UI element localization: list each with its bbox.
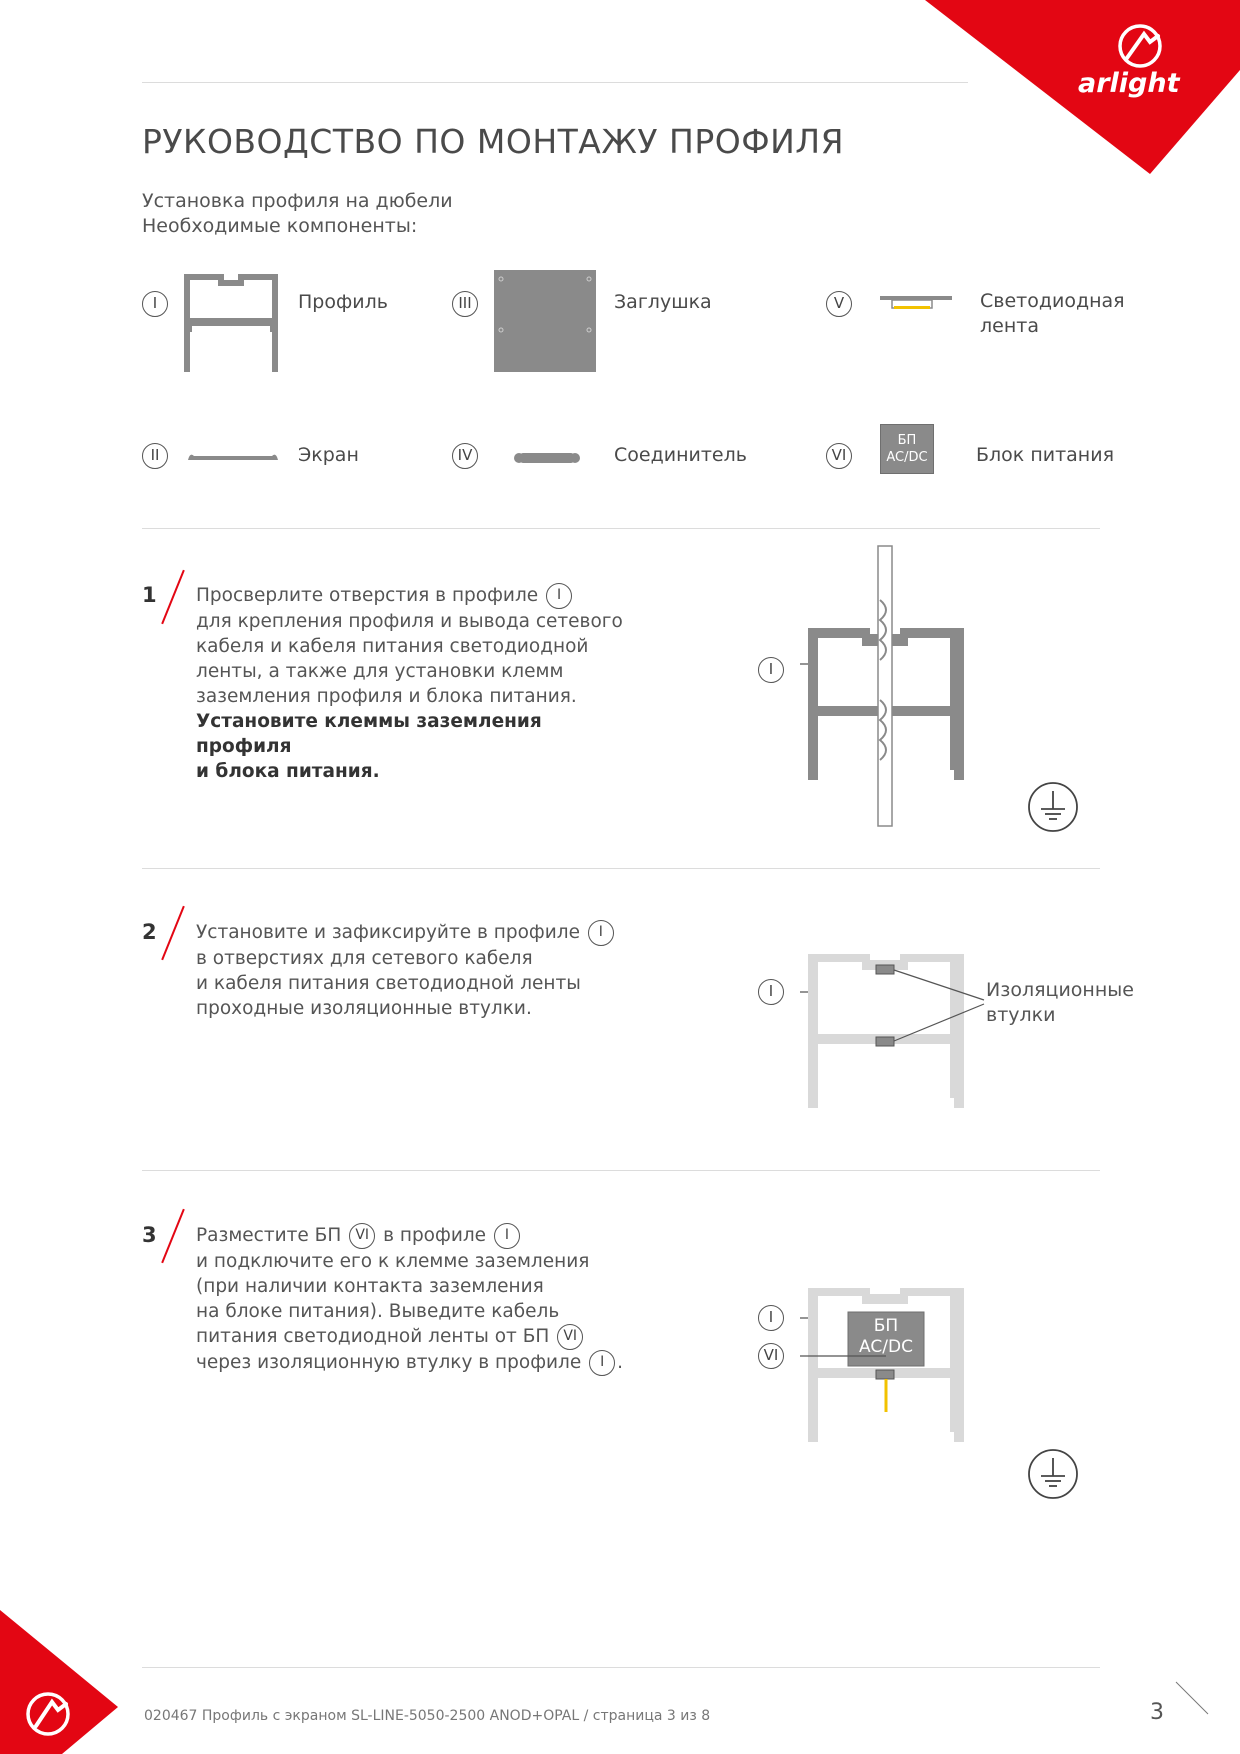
step-1-line-5: заземления профиля и блока питания. (196, 686, 577, 707)
step-2-grommets-diagram (800, 948, 990, 1114)
step-3-line-2: и подключите его к клемме заземления (196, 1251, 590, 1272)
step-3-line-5: питания светодиодной ленты от БП (196, 1326, 550, 1347)
step-2-line-2: в отверстиях для сетевого кабеля (196, 948, 533, 969)
step-2-ref-profile: I (588, 920, 614, 946)
step-3-psu-diagram (800, 1284, 970, 1444)
top-divider (142, 82, 968, 83)
step-3-diagram-ref-profile: I (758, 1305, 784, 1331)
step-3-ref-psu-2: VI (557, 1324, 583, 1350)
component-label-led-strip-1: Светодиодная (980, 290, 1125, 312)
step-3-psu-label (848, 1316, 924, 1358)
page-corner-line (1172, 1678, 1212, 1718)
step-3-ref-profile-2: I (589, 1350, 615, 1376)
led-strip-icon (878, 292, 954, 316)
step-1-bold-1: Установите клеммы заземления профиля (196, 711, 542, 757)
step-3-psu-line1: БП (873, 1316, 899, 1336)
step-3-psu-line2: AC/DC (859, 1337, 913, 1357)
step-2-text (196, 920, 636, 1021)
brand-logo-text: arlight (1078, 68, 1180, 99)
step-1-number: 1 (142, 583, 157, 607)
subtitle-components: Необходимые компоненты: (142, 215, 418, 237)
logo-corner-bottom (0, 1610, 140, 1754)
component-num-i: I (142, 291, 168, 317)
diffuser-screen-icon (186, 446, 282, 466)
psu-icon-line1: БП (897, 433, 917, 448)
step-2-number: 2 (142, 920, 157, 944)
drill-bit-icon (878, 546, 892, 826)
page-number: 3 (1150, 1700, 1164, 1725)
step-1-line-2: для крепления профиля и вывода сетевого (196, 611, 623, 632)
footer-divider (142, 1667, 1100, 1668)
step-3-diagram-ref-psu: VI (758, 1343, 784, 1369)
component-label-profile: Профиль (298, 291, 388, 313)
step-3-line-1b: в профиле (383, 1225, 487, 1246)
step-2-diagram-ref: I (758, 979, 784, 1005)
step-3-line-1a: Разместите БП (196, 1225, 342, 1246)
component-num-v: V (826, 291, 852, 317)
page-title: РУКОВОДСТВО ПО МОНТАЖУ ПРОФИЛЯ (142, 122, 845, 161)
component-label-led-strip-2: лента (980, 315, 1039, 337)
step-3-line-4: на блоке питания). Выведите кабель (196, 1301, 560, 1322)
step-2-line-3: и кабеля питания светодиодной ленты (196, 973, 581, 994)
component-num-ii: II (142, 443, 168, 469)
step-3-number: 3 (142, 1223, 157, 1247)
component-label-end-cap: Заглушка (614, 291, 712, 313)
step-2-line-4: проходные изоляционные втулки. (196, 998, 532, 1019)
grommet-bottom-icon (876, 1037, 894, 1046)
ground-symbol-icon (1027, 781, 1079, 833)
step-3-line-6: через изоляционную втулку в профиле (196, 1352, 582, 1373)
psu-icon-line2: AC/DC (886, 450, 928, 465)
psu-icon (880, 424, 934, 474)
component-num-iii: III (452, 291, 478, 317)
step-1-line-1: Просверлите отверстия в профиле (196, 585, 539, 606)
end-cap-icon (494, 268, 598, 374)
profile-icon (180, 268, 288, 376)
component-num-iv: IV (452, 443, 478, 469)
step-1-diagram-ref: I (758, 657, 784, 683)
grommets-callout-2: втулки (986, 1004, 1056, 1026)
step-2-line-1: Установите и зафиксируйте в профиле (196, 922, 580, 943)
step-3-line-6-end: . (617, 1352, 624, 1373)
step-1-line-3: кабеля и кабеля питания светодиодной (196, 636, 589, 657)
step-1-bold-2: и блока питания. (196, 761, 380, 782)
step-3-line-3: (при наличии контакта заземления (196, 1276, 544, 1297)
ground-symbol-icon-2 (1027, 1448, 1079, 1500)
step-3-ref-psu: VI (349, 1223, 375, 1249)
step-1-ref-profile: I (546, 583, 572, 609)
divider-1 (142, 528, 1100, 529)
divider-2 (142, 868, 1100, 869)
connector-icon (512, 448, 582, 468)
step-1-text (196, 583, 636, 784)
step-1-slash (161, 570, 185, 625)
component-label-screen: Экран (298, 444, 359, 466)
subtitle-install: Установка профиля на дюбели (142, 190, 453, 212)
component-num-vi: VI (826, 443, 852, 469)
step-1-line-4: ленты, а также для установки клемм (196, 661, 564, 682)
grommet-top-icon (876, 965, 894, 974)
step-3-text (196, 1223, 636, 1376)
grommets-callout-1: Изоляционные (986, 979, 1134, 1001)
step-2-slash (161, 906, 185, 961)
footer-text: 020467 Профиль с экраном SL-LINE-5050-2500 ANOD+OPAL / страница 3 из 8 (144, 1708, 711, 1724)
step-3-ref-profile: I (494, 1223, 520, 1249)
component-label-connector: Соединитель (614, 444, 747, 466)
step-3-slash (161, 1209, 185, 1264)
component-label-psu: Блок питания (976, 444, 1115, 466)
divider-3 (142, 1170, 1100, 1171)
step-1-drilling-diagram (800, 540, 970, 830)
